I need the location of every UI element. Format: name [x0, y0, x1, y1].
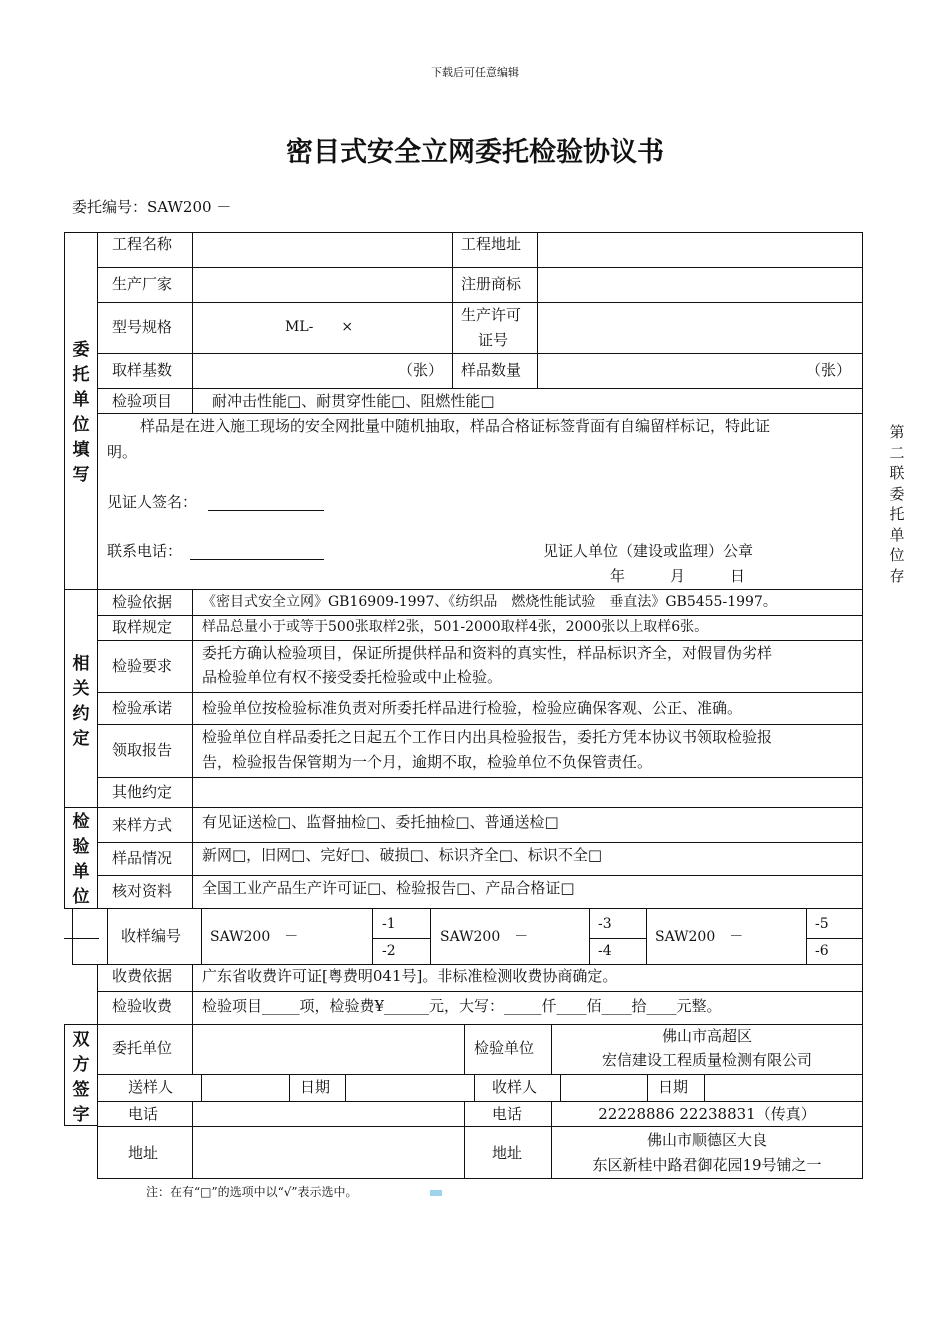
label-model: 型号规格	[112, 318, 173, 336]
label-address-2: 地址	[492, 1144, 523, 1162]
suffix-1: -1	[382, 916, 396, 932]
requirements-line-2: 品检验单位有权不接受委托检验或中止检验。	[202, 668, 503, 686]
statement-line-1: 样品是在进入施工现场的安全网批量中随机抽取，样品合格证标签背面有自编留样标记，特此证	[140, 417, 771, 435]
lab-phone-value: 22228886 22238831（传真）	[598, 1105, 816, 1123]
label-fee: 检验收费	[112, 997, 173, 1015]
statement-line-2: 明。	[107, 443, 138, 461]
sample-condition-options[interactable]: 新网□，旧网□、完好□、破损□、标识齐全□、标识不全□	[202, 846, 603, 864]
model-value: ML- ×	[285, 319, 354, 335]
label-receiver: 收样人	[492, 1078, 538, 1096]
section-title-signatures: 双方签字	[72, 1030, 90, 1125]
label-license-1: 生产许可	[461, 306, 522, 324]
label-base-qty: 取样基数	[112, 361, 173, 379]
section-title-client: 委托单位填写	[72, 340, 90, 485]
witness-unit-seal: 见证人单位（建设或监理）公章	[543, 542, 754, 560]
report-line-2: 告，检验报告保管期为一个月，逾期不取，检验单位不负保管责任。	[202, 753, 653, 771]
witness-signature-line[interactable]	[208, 510, 324, 511]
label-sender: 送样人	[128, 1078, 174, 1096]
section-title-agreement: 相关约定	[72, 654, 90, 749]
fee-basis-value: 广东省收费许可证[粤费明041号]。非标准检测收费协商确定。	[202, 967, 618, 985]
label-trademark: 注册商标	[461, 275, 522, 293]
requirements-line-1: 委托方确认检验项目，保证所提供样品和资料的真实性，样品标识齐全，对假冒伪劣样	[202, 644, 773, 662]
documents-options[interactable]: 全国工业产品生产许可证□、检验报告□、产品合格证□	[202, 879, 575, 897]
marker-block	[430, 1190, 442, 1196]
label-witness-signature: 见证人签名：	[107, 493, 198, 511]
test-items-options[interactable]: 耐冲击性能□、耐贯穿性能□、阻燃性能□	[212, 392, 495, 410]
label-commitment: 检验承诺	[112, 699, 173, 717]
label-sample-condition: 样品情况	[112, 849, 173, 867]
label-test-items: 检验项目	[112, 392, 173, 410]
suffix-6: -6	[815, 943, 829, 959]
test-unit-line-1: 佛山市高超区	[661, 1027, 752, 1045]
suffix-4: -4	[598, 943, 612, 959]
header-note: 下载后可任意编辑	[431, 66, 519, 79]
lab-address-line-1: 佛山市顺德区大良	[646, 1131, 767, 1149]
report-line-1: 检验单位自样品委托之日起五个工作日内出具检验报告，委托方凭本协议书领取检验报	[202, 728, 773, 746]
commitment-value: 检验单位按检验标准负责对所委托样品进行检验，检验应确保客观、公正、准确。	[202, 699, 743, 717]
label-phone-1: 电话	[128, 1105, 159, 1123]
footnote: 注：在有“□”的选项中以“√”表示选中。	[146, 1185, 358, 1199]
suffix-2: -2	[382, 943, 396, 959]
unit-sheets-2: （张）	[806, 361, 852, 379]
label-date-1: 日期	[300, 1078, 331, 1096]
label-client-unit: 委托单位	[112, 1039, 173, 1057]
sample-method-options[interactable]: 有见证送检□、监督抽检□、委托抽检□、普通送检□	[202, 813, 559, 831]
label-test-unit: 检验单位	[474, 1039, 535, 1057]
label-fee-basis: 收费依据	[112, 967, 173, 985]
receive-number-2: SAW200 －	[440, 929, 529, 945]
suffix-3: -3	[598, 916, 612, 932]
label-documents: 核对资料	[112, 882, 173, 900]
contact-phone-line[interactable]	[190, 559, 324, 560]
suffix-5: -5	[815, 916, 829, 932]
entrust-number: 委托编号：SAW200 －	[72, 198, 232, 216]
label-manufacturer: 生产厂家	[112, 275, 173, 293]
label-other: 其他约定	[112, 783, 173, 801]
label-project-address: 工程地址	[461, 235, 522, 253]
label-sample-qty: 样品数量	[461, 361, 522, 379]
sampling-rule-value: 样品总量小于或等于500张取样2张，501-2000取样4张，2000张以上取样6张。	[202, 619, 709, 635]
label-report: 领取报告	[112, 741, 173, 759]
receive-number-3: SAW200 －	[655, 929, 744, 945]
lab-address-line-2: 东区新桂中路君御花园19号铺之一	[592, 1156, 822, 1174]
copy-note: 第二联委托单位存	[889, 423, 905, 585]
basis-value: 《密目式安全立网》GB16909-1997、《纺织品 燃烧性能试验 垂直法》GB5455-1997。	[202, 594, 777, 610]
fee-value[interactable]: 检验项目_____项，检验费¥______元，大写：_____仟____佰____拾____元整。	[202, 997, 722, 1015]
label-receive-number: 收样编号	[121, 927, 182, 945]
label-contact-phone: 联系电话：	[107, 542, 183, 560]
label-basis: 检验依据	[112, 593, 173, 611]
label-phone-2: 电话	[492, 1105, 523, 1123]
seal-date: 年 月 日	[610, 567, 746, 585]
label-project-name: 工程名称	[112, 235, 173, 253]
label-requirements: 检验要求	[112, 657, 173, 675]
label-license-2: 证号	[478, 331, 509, 349]
test-unit-line-2: 宏信建设工程质量检测有限公司	[601, 1051, 812, 1069]
section-title-lab: 检验单位	[72, 812, 90, 907]
label-sample-method: 来样方式	[112, 816, 173, 834]
label-sampling-rule: 取样规定	[112, 618, 173, 636]
label-address-1: 地址	[128, 1144, 159, 1162]
label-date-2: 日期	[658, 1078, 689, 1096]
unit-sheets-1: （张）	[398, 361, 444, 379]
receive-number-1: SAW200 －	[210, 929, 299, 945]
document-title: 密目式安全立网委托检验协议书	[286, 137, 664, 168]
